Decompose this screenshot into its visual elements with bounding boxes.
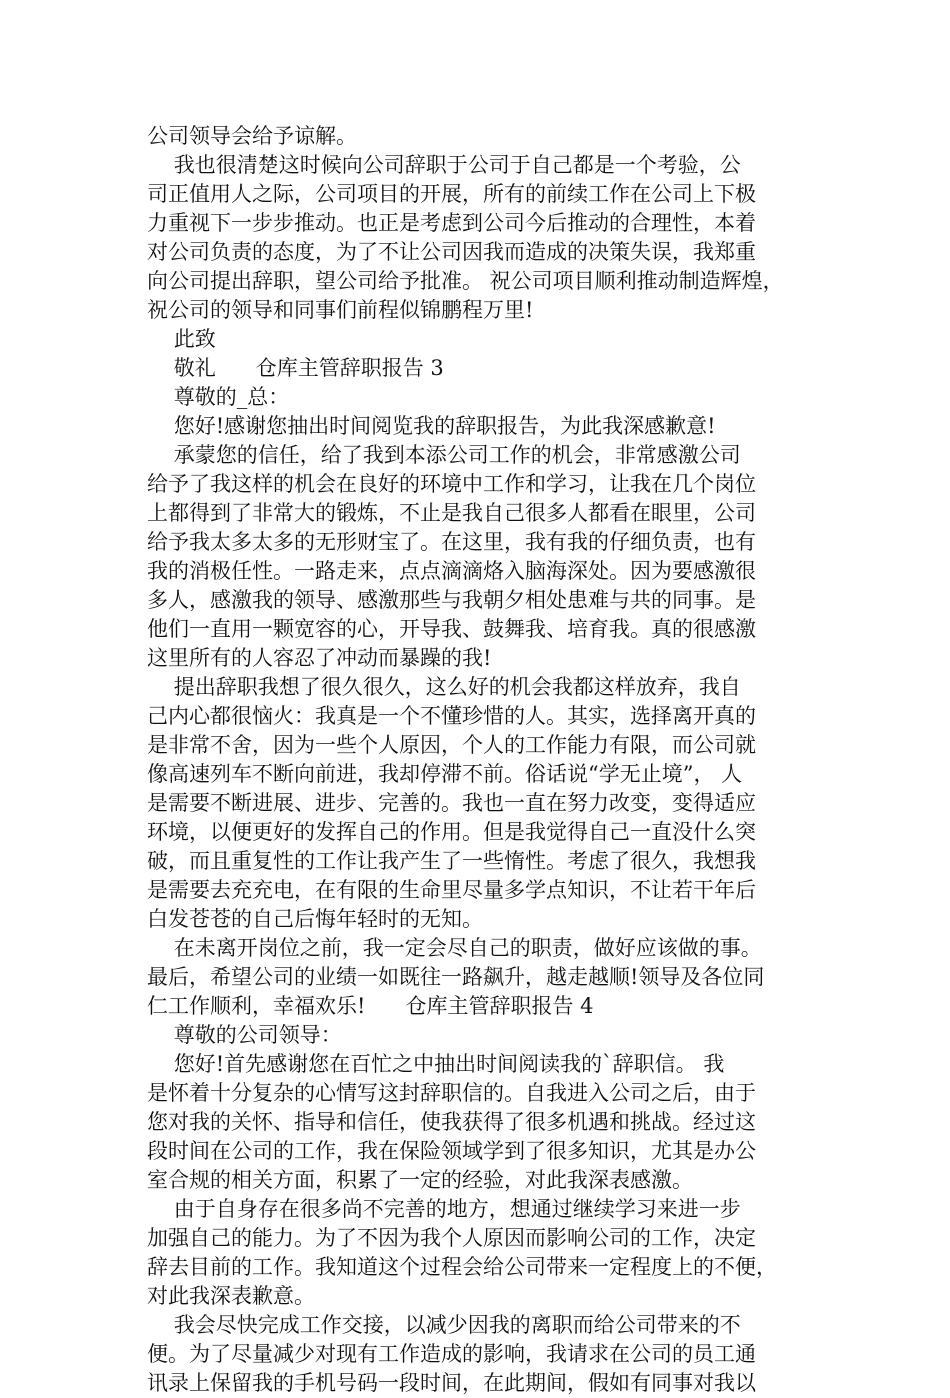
text-line: 司正值用人之际，公司项目的开展，所有的前续工作在公司上下极 (147, 182, 756, 206)
text-line: 多人，感激我的领导、感激那些与我朝夕相处患难与共的同事。是 (147, 588, 756, 612)
text-line: 由于自身存在很多尚不完善的地方，想通过继续学习来进一步 (147, 1197, 741, 1221)
salutation-line: 尊敬的公司领导： (147, 1023, 342, 1047)
text-line: 给予了我这样的机会在良好的环境中工作和学习，让我在几个岗位 (147, 472, 756, 496)
text-line: 破，而且重复性的工作让我产生了一些惰性。考虑了很久，我想我 (147, 849, 756, 873)
text-line: 白发苍苍的自己后悔年轻时的无知。 (147, 907, 483, 931)
text-line: 是非常不舍，因为一些个人原因，个人的工作能力有限，而公司就 (147, 733, 756, 757)
text-line: 像高速列车不断向前进，我却停滞不前。俗话说“学无止境”， 人 (147, 762, 743, 786)
text-line: 环境，以便更好的发挥自己的作用。但是我觉得自己一直没什么突 (147, 820, 756, 844)
text-line: 祝公司的领导和同事们前程似锦鹏程万里! (147, 298, 534, 322)
text-line: 您对我的关怀、指导和信任，使我获得了很多机遇和挑战。经过这 (147, 1110, 756, 1134)
text-line: 是需要不断进展、进步、完善的。我也一直在努力改变，变得适应 (147, 791, 756, 815)
text-line: 您好!感谢您抽出时间阅览我的辞职报告，为此我深感歉意! (147, 414, 716, 438)
text-line: 最后，希望公司的业绩一如既往一路飙升，越走越顺!领导及各位同 (147, 965, 765, 989)
text-line: 承蒙您的信任，给了我到本添公司工作的机会，非常感激公司 (147, 443, 741, 467)
text-line: 此致 (147, 327, 216, 351)
document-page (147, 122, 807, 1398)
text-line: 在未离开岗位之前，我一定会尽自己的职责，做好应该做的事。 (147, 936, 762, 960)
text-line: 我的消极任性。一路走来，点点滴滴烙入脑海深处。因为要感激很 (147, 559, 756, 583)
text-line: 室合规的相关方面，积累了一定的经验，对此我深表感激。 (147, 1168, 693, 1192)
text-line: 是需要去充充电，在有限的生命里尽量多学点知识，不让若干年后 (147, 878, 756, 902)
text-line: 这里所有的人容忍了冲动而暴躁的我! (147, 646, 492, 670)
text-line: 辞去目前的工作。我知道这个过程会给公司带来一定程度上的不便， (147, 1255, 777, 1279)
text-line: 力重视下一步步推动。也正是考虑到公司今后推动的合理性，本着 (147, 211, 756, 235)
text-line: 公司领导会给予谅解。 (147, 124, 357, 148)
text-line: 对公司负责的态度，为了不让公司因我而造成的决策失误，我郑重 (147, 240, 756, 264)
section-heading-line: 敬礼 仓库主管辞职报告 3 (147, 356, 444, 380)
text-line: 讯录上保留我的手机号码一段时间，在此期间，假如有同事对我以 (147, 1371, 756, 1395)
text-line: 加强自己的能力。为了不因为我个人原因而影响公司的工作，决定 (147, 1226, 756, 1250)
text-line: 给予我太多太多的无形财宝了。在这里，我有我的仔细负责，也有 (147, 530, 756, 554)
text-line: 是怀着十分复杂的心情写这封辞职信的。自我进入公司之后，由于 (147, 1081, 756, 1105)
text-line: 我会尽快完成工作交接，以减少因我的离职而给公司带来的不 (147, 1313, 741, 1337)
text-line: 上都得到了非常大的锻炼，不止是我自己很多人都看在眼里，公司 (147, 501, 756, 525)
text-line: 便。为了尽量减少对现有工作造成的影响，我请求在公司的员工通 (147, 1342, 756, 1366)
text-line: 己内心都很恼火：我真是一个不懂珍惜的人。其实，选择离开真的 (147, 704, 756, 728)
text-line: 提出辞职我想了很久很久，这么好的机会我都这样放弃，我自 (147, 675, 741, 699)
salutation-line: 尊敬的_总： (147, 385, 290, 409)
text-line: 向公司提出辞职，望公司给予批准。 祝公司项目顺利推动制造辉煌， (147, 269, 784, 293)
text-line: 对此我深表歉意。 (147, 1284, 315, 1308)
text-line: 段时间在公司的工作，我在保险领域学到了很多知识，尤其是办公 (147, 1139, 756, 1163)
text-line: 我也很清楚这时候向公司辞职于公司于自己都是一个考验，公 (147, 153, 741, 177)
section-heading-line: 仁工作顺利，幸福欢乐! 仓库主管辞职报告 4 (147, 994, 594, 1018)
text-line: 他们一直用一颗宽容的心，开导我、鼓舞我、培育我。真的很感激 (147, 617, 756, 641)
text-line: 您好!首先感谢您在百忙之中抽出时间阅读我的`辞职信。 我 (147, 1052, 725, 1076)
